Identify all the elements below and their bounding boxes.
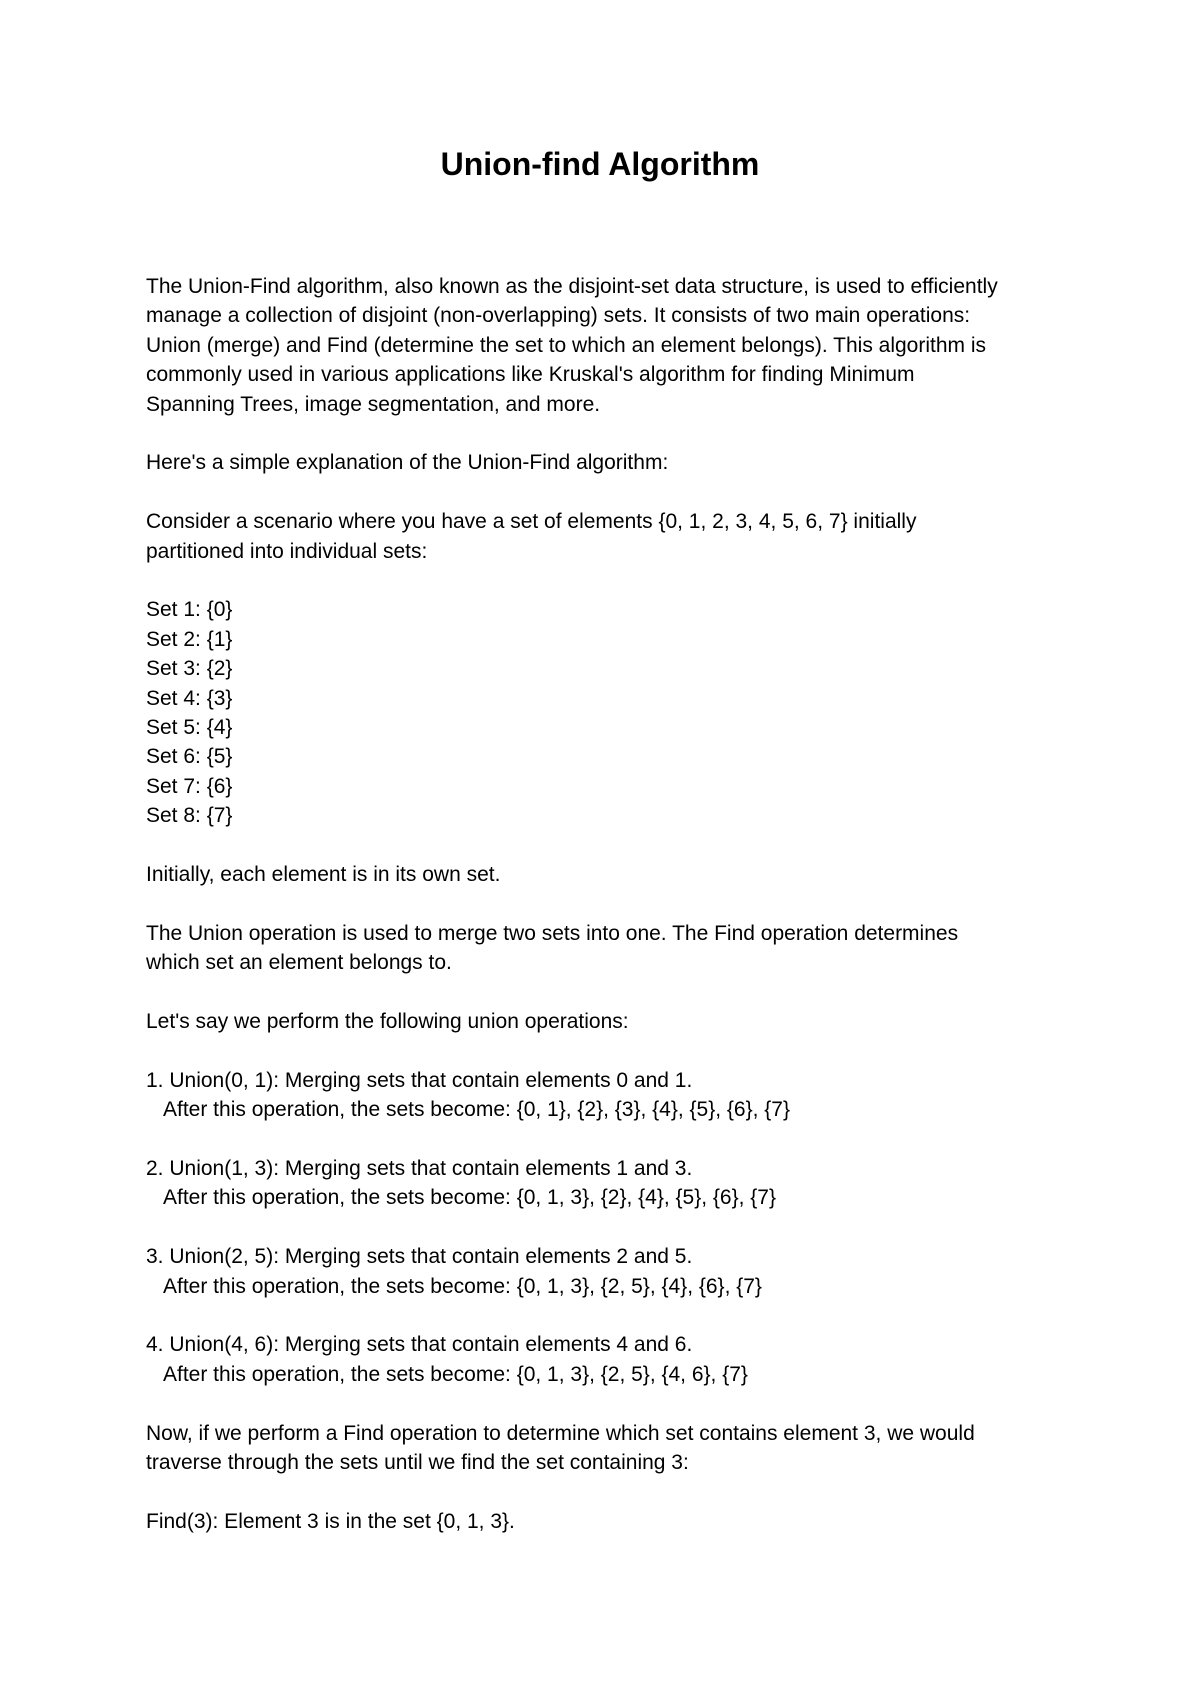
union-step-4 — [146, 1330, 1086, 1389]
operations-line: The Union operation is used to merge two sets into one. The Find operation determines — [146, 921, 959, 945]
page-title: Union-find Algorithm — [440, 146, 760, 182]
find-line: Now, if we perform a Find operation to determine which set contains element 3, we would — [146, 1421, 975, 1445]
scenario-line: partitioned into individual sets: — [146, 539, 428, 563]
set-item: Set 1: {0} — [146, 598, 233, 622]
find-paragraph — [146, 1419, 1086, 1478]
union-step-text: 2. Union(1, 3): Merging sets that contain elements 1 and 3. — [146, 1157, 693, 1181]
set-item: Set 5: {4} — [146, 716, 233, 740]
intro-line: Union (merge) and Find (determine the set to which an element belongs). This algorithm is — [146, 333, 987, 357]
union-step-text: 4. Union(4, 6): Merging sets that contain elements 4 and 6. — [146, 1333, 693, 1357]
initially-text: Initially, each element is in its own set. — [146, 863, 501, 887]
set-item: Set 7: {6} — [146, 774, 233, 798]
union-step-result: After this operation, the sets become: {0, 1, 3}, {2, 5}, {4, 6}, {7} — [163, 1362, 748, 1386]
sets-list — [146, 595, 1086, 830]
scenario-paragraph — [146, 507, 1086, 566]
perform-text: Let's say we perform the following union operations: — [146, 1010, 629, 1034]
union-step-1 — [146, 1066, 1086, 1125]
union-step-result: After this operation, the sets become: {0, 1, 3}, {2, 5}, {4}, {6}, {7} — [163, 1274, 762, 1298]
document-body — [146, 272, 1086, 1536]
intro-line: Spanning Trees, image segmentation, and more. — [146, 392, 601, 416]
set-item: Set 4: {3} — [146, 686, 233, 710]
union-step-3 — [146, 1242, 1086, 1301]
intro-line: manage a collection of disjoint (non-overlapping) sets. It consists of two main operations: — [146, 304, 971, 328]
intro-paragraph — [146, 272, 1086, 419]
union-step-text: 1. Union(0, 1): Merging sets that contain elements 0 and 1. — [146, 1068, 693, 1092]
union-step-result: After this operation, the sets become: {0, 1, 3}, {2}, {4}, {5}, {6}, {7} — [163, 1186, 776, 1210]
intro-line: The Union-Find algorithm, also known as the disjoint-set data structure, is used to efficiently — [146, 275, 998, 298]
set-item: Set 6: {5} — [146, 745, 233, 769]
set-item: Set 2: {1} — [146, 627, 233, 651]
set-item: Set 3: {2} — [146, 657, 233, 681]
scenario-line: Consider a scenario where you have a set of elements {0, 1, 2, 3, 4, 5, 6, 7} initially — [146, 510, 917, 534]
set-item: Set 8: {7} — [146, 804, 233, 828]
union-step-2 — [146, 1154, 1086, 1213]
explanation-heading: Here's a simple explanation of the Union-Find algorithm: — [146, 451, 669, 475]
operations-paragraph — [146, 919, 1086, 978]
intro-line: commonly used in various applications like Kruskal's algorithm for finding Minimum — [146, 363, 915, 387]
union-step-result: After this operation, the sets become: {0, 1}, {2}, {3}, {4}, {5}, {6}, {7} — [163, 1098, 790, 1122]
find-line: traverse through the sets until we find the set containing 3: — [146, 1451, 689, 1475]
find-result: Find(3): Element 3 is in the set {0, 1, 3}. — [146, 1509, 515, 1533]
operations-line: which set an element belongs to. — [146, 951, 452, 975]
union-step-text: 3. Union(2, 5): Merging sets that contain elements 2 and 5. — [146, 1245, 693, 1269]
